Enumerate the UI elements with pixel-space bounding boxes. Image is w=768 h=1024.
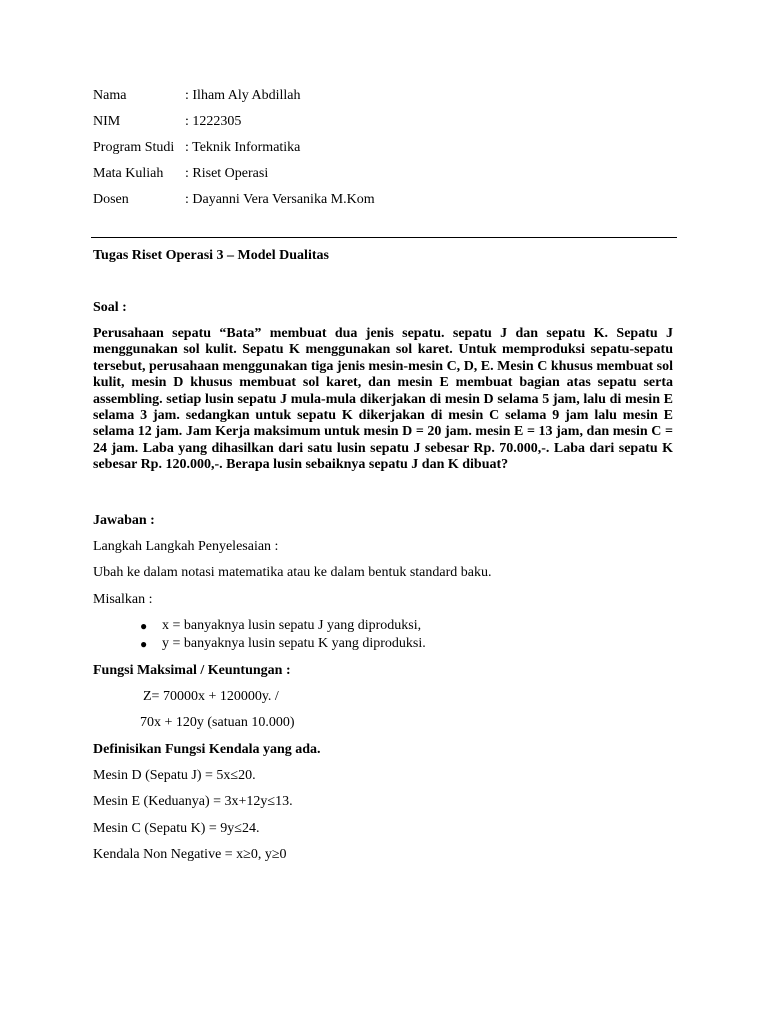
field-value: : Teknik Informatika <box>185 140 301 155</box>
document-title: Tugas Riset Operasi 3 – Model Dualitas <box>93 248 329 263</box>
field-value: : 1222305 <box>185 114 242 129</box>
bullet-icon: ● <box>140 619 148 633</box>
field-value: : Ilham Aly Abdillah <box>185 88 301 103</box>
kendala-heading: Definisikan Fungsi Kendala yang ada. <box>93 742 321 757</box>
field-label: NIM <box>93 114 121 129</box>
field-label: Program Studi <box>93 140 175 155</box>
field-label: Nama <box>93 88 127 103</box>
langkah-text: Langkah Langkah Penyelesaian : <box>93 539 279 554</box>
fungsi-heading: Fungsi Maksimal / Keuntungan : <box>93 663 291 678</box>
field-mata-kuliah <box>93 166 268 182</box>
soal-paragraph: Perusahaan sepatu “Bata” membuat dua jenis sepatu. sepatu J dan sepatu K. Sepatu J menggunakan sol kulit. Sepatu K menggunakan sol karet. Untuk memproduksi sepatu-sepatu tersebut, perusahaan menggunakan tiga jenis mesin-mesin C, D, E. Mesin C khusus membuat sol kulit, mesin D khusus membuat sol karet, dan mesin E membuat bagian atas sepatu serta assembling. setiap lusin sepatu J mula-mula dikerjakan di mesin D selama 5 jam, lalu di mesin E selama 3 jam. sedangkan untuk sepatu K dikerjakan di mesin C selama 9 jam lalu mesin E selama 12 jam. Jam Kerja maksimum untuk mesin D = 20 jam. mesin E = 13 jam, dan mesin C = 24 jam. Laba yang dihasilkan dari satu lusin sepatu J sebesar Rp. 70.000,-. Laba dari sepatu K sebesar Rp. 120.000,-. Berapa lusin sebaiknya sepatu J dan K dibuat? <box>93 326 673 473</box>
kendala-item: Kendala Non Negative = x≥0, y≥0 <box>93 847 287 862</box>
list-item: x = banyaknya lusin sepatu J yang diproduksi, <box>162 618 422 633</box>
field-nim <box>93 114 241 130</box>
soal-heading: Soal : <box>93 300 127 315</box>
kendala-item: Mesin E (Keduanya) = 3x+12y≤13. <box>93 794 293 809</box>
field-dosen <box>93 192 375 208</box>
field-program-studi <box>93 140 300 156</box>
field-label: Dosen <box>93 192 129 207</box>
kendala-item: Mesin C (Sepatu K) = 9y≤24. <box>93 821 260 836</box>
misalkan-text: Misalkan : <box>93 592 153 607</box>
list-item: y = banyaknya lusin sepatu K yang diproduksi. <box>162 636 426 651</box>
field-label: Mata Kuliah <box>93 166 164 181</box>
fungsi-z: Z= 70000x + 120000y. / <box>143 689 279 704</box>
field-value: : Riset Operasi <box>185 166 269 181</box>
divider-line <box>91 237 677 238</box>
field-value: : Dayanni Vera Versanika M.Kom <box>185 192 375 207</box>
field-nama <box>93 88 301 104</box>
bullet-icon: ● <box>140 637 148 651</box>
fungsi-simplified: 70x + 120y (satuan 10.000) <box>140 715 295 730</box>
jawaban-heading: Jawaban : <box>93 513 155 528</box>
ubah-text: Ubah ke dalam notasi matematika atau ke dalam bentuk standard baku. <box>93 565 492 580</box>
kendala-item: Mesin D (Sepatu J) = 5x≤20. <box>93 768 256 783</box>
